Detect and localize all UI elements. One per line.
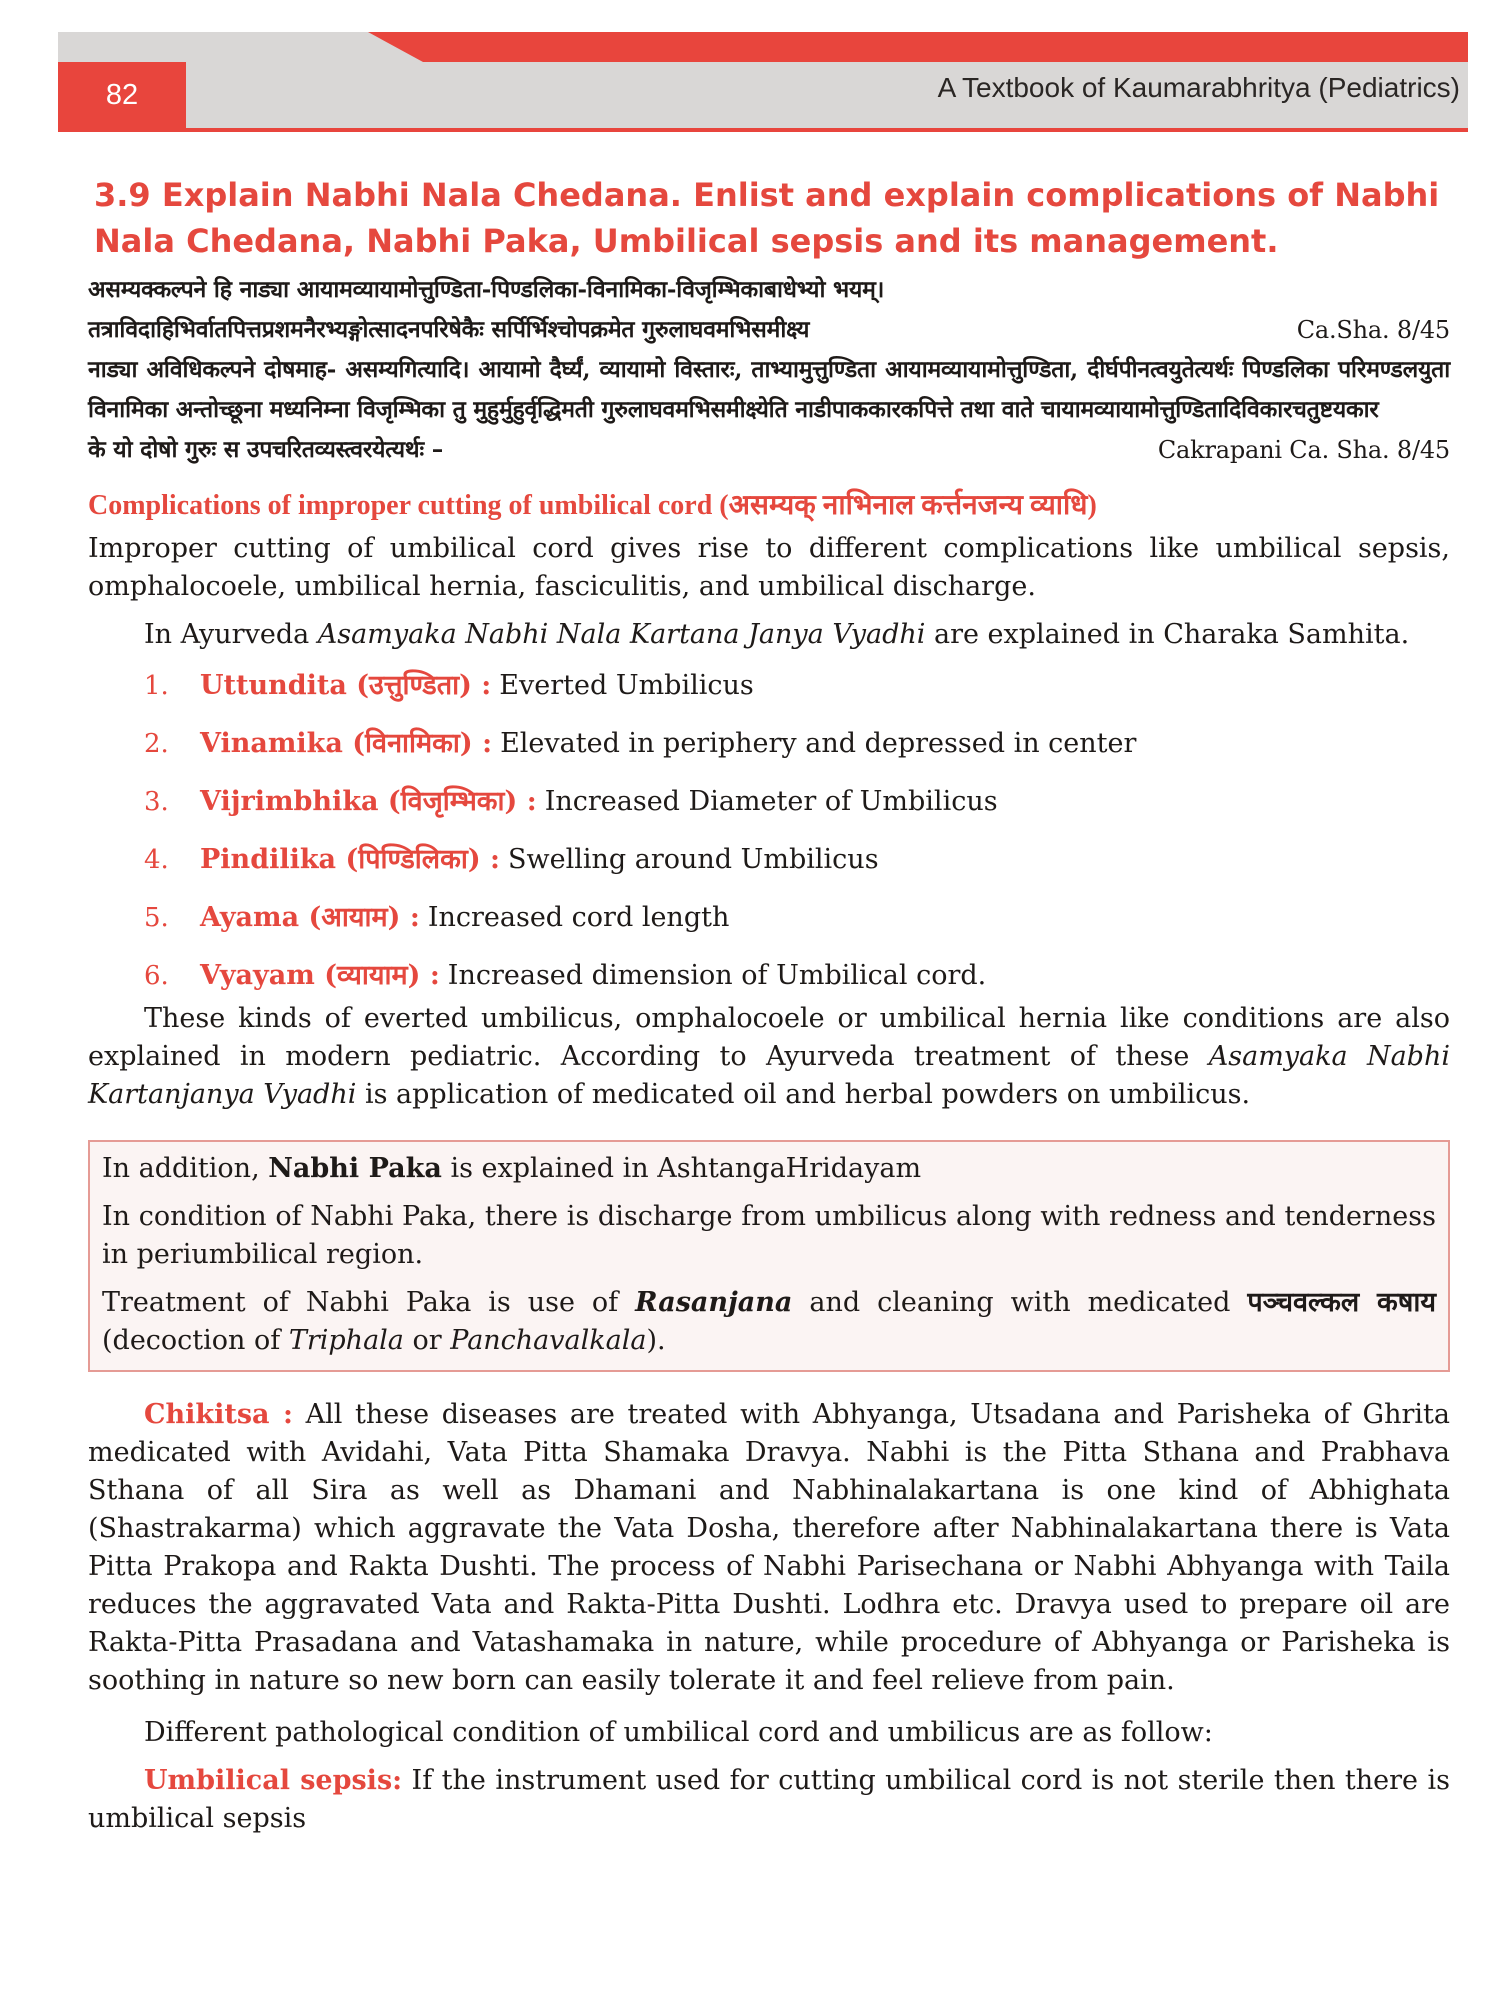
treat-end: ). xyxy=(646,1325,666,1356)
box-intro-pre: In addition, xyxy=(102,1153,269,1184)
list-item xyxy=(144,784,1450,820)
list-item-description: Increased Diameter of Umbilicus xyxy=(544,786,998,817)
list-item-description: Swelling around Umbilicus xyxy=(507,844,879,875)
list-item-number: 2. xyxy=(144,729,169,759)
sepsis-label: Umbilical sepsis: xyxy=(144,1765,403,1796)
sepsis-text: If the instrument used for cutting umbilical cord is not sterile then there is umbilical sepsis xyxy=(88,1765,1450,1834)
question-heading: 3.9 Explain Nabhi Nala Chedana. Enlist and explain complications of Nabhi Nala Chedana, Nabhi Paka, Umbilical sepsis and its management. xyxy=(94,176,1440,260)
list-item xyxy=(144,668,1450,704)
list-item-term: Vijrimbhika (विजृम्भिका) : xyxy=(200,786,537,817)
box-intro-term: Nabhi Paka xyxy=(268,1153,442,1184)
box-condition: In condition of Nabhi Paka, there is discharge from umbilicus along with redness and tenderness in periumbilical region. xyxy=(102,1201,1436,1270)
treat-paren-pre: (decoction of xyxy=(102,1325,289,1356)
sanskrit-line-1: असम्यक्कल्पने हि नाड्या आयामव्यायामोत्तुण्डिता-पिण्डलिका-विनामिका-विजृम्भिकाबाधेभ्यो भयम्। xyxy=(88,276,885,303)
sanskrit-line-2-text: तत्राविदाहिभिर्वातपित्तप्रशमनैरभ्यङ्गोत्सादनपरिषेकैः सर्पिर्भिश्चोपक्रमेत गुरुलाघवमभिसमीक्ष्य xyxy=(88,316,810,343)
treat-or: or xyxy=(403,1325,451,1356)
modern-paragraph xyxy=(88,1000,1450,1114)
treat-pre: Treatment of Nabhi Paka is use of xyxy=(102,1287,636,1318)
complications-list xyxy=(88,668,1450,994)
chikitsa-text: All these diseases are treated with Abhyanga, Utsadana and Parisheka of Ghrita medicated with Avidahi, Vata Pitta Shamaka Dravya. Nabhi is the Pitta Sthana and Prabhava Sthana of all Sira as well as Dhamani and Nabhinalakartana is one kind of Abhighata (Shastrakarma) which aggravate the Vata Dosha, therefore after Nabhinalakartana there is Vata Pitta Prakopa and Rakta Dushti. The process of Nabhi Parisechana or Nabhi Abhyanga with Taila reduces the aggravated Vata and Rakta-Pitta Dushti. Lodhra etc. Dravya used to prepare oil are Rakta-Pitta Prasadana and Vatashamaka in nature, while procedure of Abhyanga or Parisheka is soothing in nature so new born can easily tolerate it and feel relieve from pain. xyxy=(88,1399,1450,1696)
pathological-paragraph: Different pathological condition of umbilical cord and umbilicus are as follow: xyxy=(144,1717,1213,1748)
list-item-description: Increased cord length xyxy=(427,902,730,933)
nabhi-paka-box xyxy=(88,1140,1450,1372)
page-content xyxy=(88,172,1450,1838)
treat-rasanjana: Rasanjana xyxy=(635,1287,793,1318)
ayurveda-pre: In Ayurveda xyxy=(144,619,318,650)
ayurveda-post: are explained in Charaka Samhita. xyxy=(925,619,1410,650)
list-item-description: Elevated in periphery and depressed in center xyxy=(500,728,1137,759)
list-item-number: 3. xyxy=(144,787,169,817)
header-accent-stripe xyxy=(368,32,1468,62)
box-treatment xyxy=(102,1284,1436,1360)
list-item-number: 4. xyxy=(144,845,169,875)
treat-sanskrit: पञ्चवल्कल कषाय xyxy=(1247,1287,1436,1318)
list-item-number: 5. xyxy=(144,903,169,933)
treat-mid: and cleaning with medicated xyxy=(792,1287,1248,1318)
modern-pre: These kinds of everted umbilicus, omphalocoele or umbilical hernia like conditions are also explained in modern pediatric. According to Ayurveda treatment of these xyxy=(88,1003,1450,1072)
list-item-description: Everted Umbilicus xyxy=(499,670,754,701)
box-intro xyxy=(102,1150,1436,1188)
chikitsa-label: Chikitsa : xyxy=(144,1399,293,1430)
sepsis-paragraph xyxy=(88,1762,1450,1838)
list-item-term: Pindilika (पिण्डिलिका) : xyxy=(200,844,500,875)
list-item-description: Increased dimension of Umbilical cord. xyxy=(447,960,987,991)
book-title: A Textbook of Kaumarabhritya (Pediatrics) xyxy=(937,72,1460,103)
list-item-term: Vinamika (विनामिका) : xyxy=(200,728,493,759)
page-number: 82 xyxy=(58,62,186,128)
commentary-last-text: के यो दोषो गुरुः स उपचरितव्यस्त्वरयेत्यर्थः – xyxy=(88,436,444,463)
complications-heading-sanskrit: (असम्यक् नाभिनाल कर्त्तनजन्य व्याधि) xyxy=(719,490,1097,521)
chikitsa-paragraph xyxy=(88,1396,1450,1700)
complications-heading-text: Complications of improper cutting of umbilical cord xyxy=(88,490,713,521)
list-item xyxy=(144,900,1450,936)
list-item-term: Vyayam (व्यायाम) : xyxy=(200,960,440,991)
list-item-number: 1. xyxy=(144,671,169,701)
commentary-last-line xyxy=(88,430,1450,470)
ayurveda-paragraph xyxy=(88,616,1450,654)
modern-post: is application of medicated oil and herbal powders on umbilicus. xyxy=(356,1079,1251,1110)
complications-intro: Improper cutting of umbilical cord gives rise to different complications like umbilical sepsis, omphalocoele, umbilical hernia, fasciculitis, and umbilical discharge. xyxy=(88,533,1450,602)
header-rule xyxy=(58,128,1468,132)
sanskrit-quote xyxy=(88,270,1450,470)
list-item xyxy=(144,842,1450,878)
list-item xyxy=(144,726,1450,762)
complications-heading xyxy=(88,484,1450,528)
modern-term: Asamyaka Nabhi Kartanjanya Vyadhi xyxy=(88,1041,1450,1110)
sanskrit-line-2 xyxy=(88,310,1450,350)
list-item-number: 6. xyxy=(144,961,169,991)
treat-panchavalkala: Panchavalkala xyxy=(450,1325,647,1356)
commentary-body: नाड्या अविधिकल्पने दोषमाह- असम्यगित्यादि। आयामो दैर्घ्यं, व्यायामो विस्तारः, ताभ्यामुत्तुण्डिता आयामव्यायामोत्तुण्डिता, दीर्घपीनत्वयुतेत्यर्थः पिण्डलिका परिमण्डलयुता विनामिका अन्तोच्छूना मध्यनिम्ना विजृम्भिका तु मुहुर्मुहुर्वृद्धिमती गुरुलाघवमभिसमीक्ष्येति नाडीपाककारकपित्ते तथा वाते चायामव्यायामोत्तुण्डितादिविकारचतुष्टयकार xyxy=(88,356,1450,423)
citation-charaka: Ca.Sha. 8/45 xyxy=(1296,316,1450,344)
citation-cakrapani: Cakrapani Ca. Sha. 8/45 xyxy=(1157,436,1450,464)
box-intro-post: is explained in AshtangaHridayam xyxy=(441,1153,922,1184)
list-item-term: Ayama (आयाम) : xyxy=(200,902,420,933)
list-item-term: Uttundita (उत्तुण्डिता) : xyxy=(200,670,492,701)
list-item xyxy=(144,958,1450,994)
ayurveda-term: Asamyaka Nabhi Nala Kartana Janya Vyadhi xyxy=(317,619,926,650)
treat-triphala: Triphala xyxy=(288,1325,404,1356)
